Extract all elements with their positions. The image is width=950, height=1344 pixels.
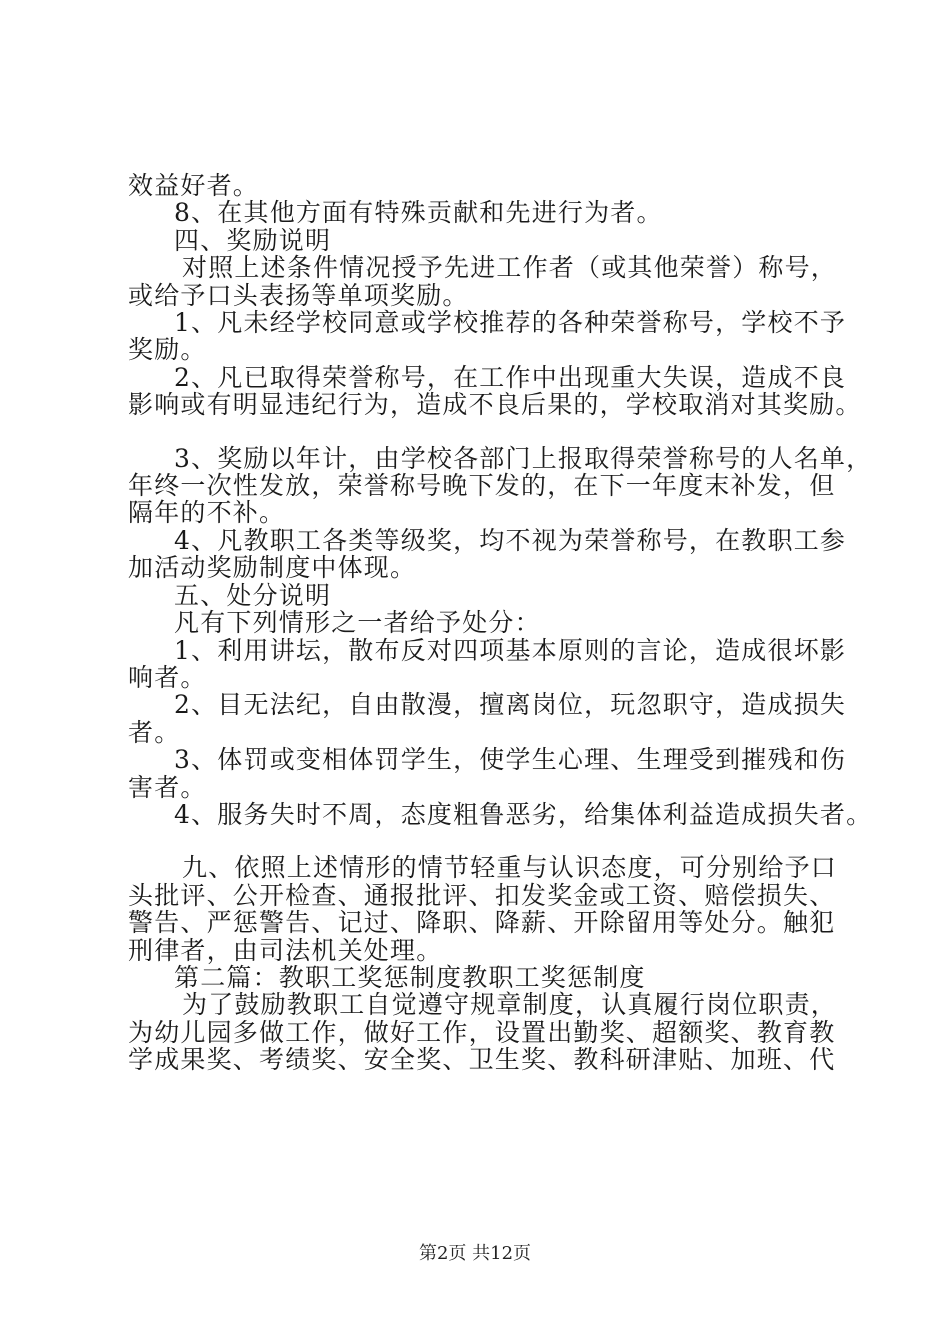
text-line: 为幼儿园多做工作，做好工作，设置出勤奖、超额奖、教育教 [128, 1017, 836, 1047]
document-body [128, 171, 873, 1075]
text-line: 8、在其他方面有特殊贡献和先进行为者。 [174, 198, 663, 228]
text-line: 警告、严惩警告、记过、降职、降薪、开除留用等处分。触犯 [128, 908, 836, 938]
text-line: 凡有下列情形之一者给予处分： [174, 608, 541, 638]
text-line: 加活动奖励制度中体现。 [128, 553, 417, 583]
paragraph-gap [128, 828, 848, 854]
text-line: 对照上述条件情况授予先进工作者（或其他荣誉）称号， [182, 253, 838, 283]
text-line: 九、依照上述情形的情节轻重与认识态度，可分别给予口 [182, 853, 838, 883]
section-heading-5: 五、处分说明 [174, 580, 332, 610]
text-line: 隔年的不补。 [128, 498, 286, 528]
text-line: 3、体罚或变相体罚学生，使学生心理、生理受到摧残和伤 [174, 745, 847, 775]
page-footer [0, 1243, 950, 1265]
paragraph-gap [128, 419, 848, 445]
page-number-label: 第2页 共12页 [418, 1243, 532, 1264]
text-line: 1、凡未经学校同意或学校推荐的各种荣誉称号，学校不予 [174, 308, 847, 338]
text-line: 头批评、公开检查、通报批评、扣发奖金或工资、赔偿损失、 [128, 880, 836, 910]
text-line: 2、目无法纪，自由散漫，擅离岗位，玩忽职守，造成损失 [174, 690, 847, 720]
text-line: 刑律者，由司法机关处理。 [128, 935, 443, 965]
text-line: 为了鼓励教职工自觉遵守规章制度，认真履行岗位职责， [182, 990, 838, 1020]
text-line: 2、凡已取得荣誉称号，在工作中出现重大失误，造成不良 [174, 362, 847, 392]
text-line: 年终一次性发放，荣誉称号晚下发的，在下一年度末补发，但 [128, 471, 836, 501]
text-line: 害者。 [128, 772, 207, 802]
text-line: 效益好者。 [128, 171, 260, 200]
text-line: 1、利用讲坛，散布反对四项基本原则的言论，造成很坏影 [174, 635, 847, 665]
text-line: 响者。 [128, 662, 207, 692]
text-line: 者。 [128, 717, 181, 747]
text-line: 3、奖励以年计，由学校各部门上报取得荣誉称号的人名单， [174, 443, 873, 473]
text-line: 影响或有明显违纪行为，造成不良后果的，学校取消对其奖励。 [128, 390, 862, 420]
text-line: 或给予口头表扬等单项奖励。 [128, 280, 469, 310]
text-line: 奖励。 [128, 335, 207, 365]
chapter-heading-2: 第二篇：教职工奖惩制度教职工奖惩制度 [174, 962, 646, 992]
text-line: 学成果奖、考绩奖、安全奖、卫生奖、教科研津贴、加班、代 [128, 1045, 836, 1075]
text-line: 4、服务失时不周，态度粗鲁恶劣，给集体利益造成损失者。 [174, 799, 873, 829]
section-heading-4: 四、奖励说明 [174, 225, 332, 255]
text-line: 4、凡教职工各类等级奖，均不视为荣誉称号，在教职工参 [174, 525, 847, 555]
